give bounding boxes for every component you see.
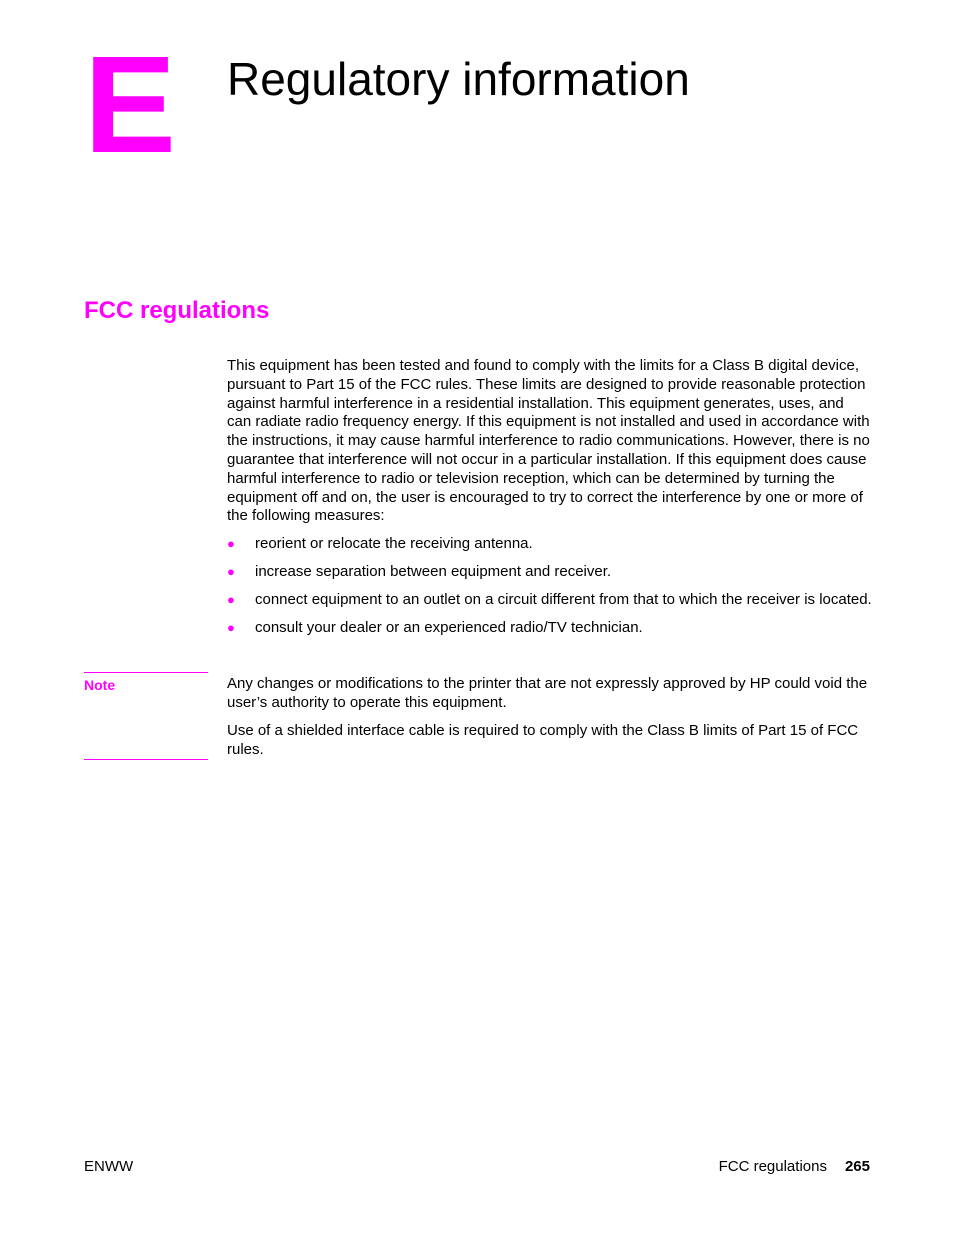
list-item-text: connect equipment to an outlet on a circuit different from that to which the receiver is located. [255,590,872,608]
note-paragraph: Use of a shielded interface cable is required to comply with the Class B limits of Part 15 of FCC rules. [227,721,859,758]
note-body [227,675,872,769]
section-heading: FCC regulations [84,297,270,324]
bullet-icon: ● [227,591,235,607]
bullet-icon: ● [227,619,235,635]
bullet-icon: ● [227,563,235,579]
footer-right [719,1158,870,1176]
measures-list [227,535,872,647]
note-top-divider [84,672,208,673]
list-item-text: increase separation between equipment and receiver. [255,562,612,580]
footer-left-label: ENWW [84,1158,134,1175]
footer-section-name: FCC regulations [718,1158,827,1175]
chapter-title: Regulatory information [227,53,690,105]
list-item-text: consult your dealer or an experienced radio/TV technician. [255,618,643,636]
note-paragraph: Any changes or modifications to the printer that are not expressly approved by HP could void the user’s authority to operate this equipment. [227,675,868,711]
intro-paragraph: This equipment has been tested and found to comply with the limits for a Class B digital device, pursuant to Part 15 of the FCC rules. These limits are designed to provide reasonable protection against harmful interference in a residential installation. This equipment generates, uses, and can radiate radio frequency energy. If this equipment is not installed and used in accordance with the instructions, it may cause harmful interference to radio communications. However, there is no guarantee that interference will not occur in a particular installation. If this equipment does cause harmful interference to radio or television reception, which can be determined by turning the equipment off and on, the user is encouraged to try to correct the interference by one or more of the following measures: [227,357,870,525]
note-label: Note [84,677,116,693]
chapter-letter: E [84,28,177,182]
note-bottom-divider [84,759,208,760]
list-item [227,591,872,610]
bullet-icon: ● [227,536,235,551]
page-number: 265 [844,1158,870,1175]
list-item-text: reorient or relocate the receiving antenna. [255,535,533,552]
list-item [227,619,872,638]
list-item [227,563,872,582]
list-item [227,535,872,554]
